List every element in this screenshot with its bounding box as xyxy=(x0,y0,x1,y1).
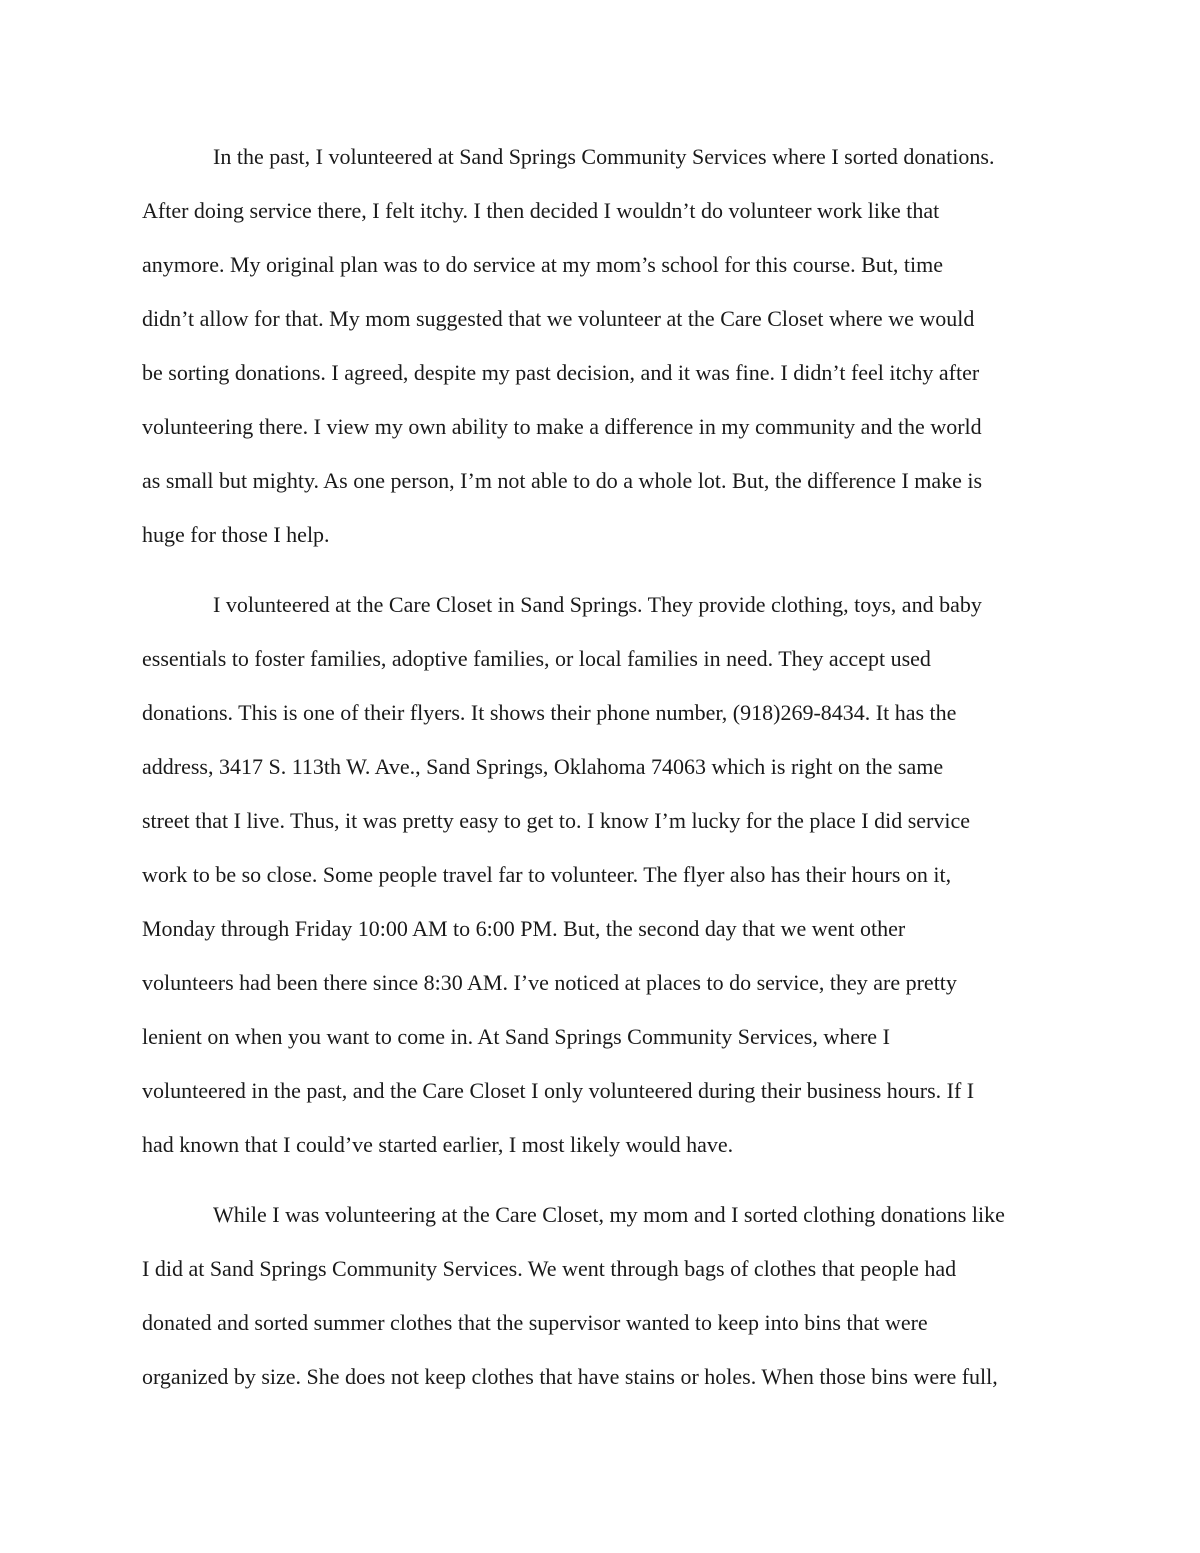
paragraph-line: address, 3417 S. 113th W. Ave., Sand Springs, Oklahoma 74063 which is right on the same xyxy=(142,754,944,779)
paragraph-line: I volunteered at the Care Closet in Sand Springs. They provide clothing, toys, and baby xyxy=(213,592,982,617)
paragraph-line: volunteers had been there since 8:30 AM. I’ve noticed at places to do service, they are pretty xyxy=(142,970,957,995)
paragraph-line: essentials to foster families, adoptive families, or local families in need. They accept used xyxy=(142,646,931,671)
paragraph-line: lenient on when you want to come in. At Sand Springs Community Services, where I xyxy=(142,1024,890,1049)
paragraph-line: be sorting donations. I agreed, despite my past decision, and it was fine. I didn’t feel itchy after xyxy=(142,360,980,385)
paragraph-line: I did at Sand Springs Community Services. We went through bags of clothes that people had xyxy=(142,1256,957,1281)
paragraph-line: While I was volunteering at the Care Closet, my mom and I sorted clothing donations like xyxy=(213,1202,1005,1227)
paragraph-line: as small but mighty. As one person, I’m not able to do a whole lot. But, the difference I make is xyxy=(142,468,983,493)
paragraph-line: volunteering there. I view my own ability to make a difference in my community and the world xyxy=(142,414,982,439)
paragraph-line: organized by size. She does not keep clothes that have stains or holes. When those bins were full, xyxy=(142,1364,998,1389)
paragraph-line: huge for those I help. xyxy=(142,522,330,547)
paragraph-line: Monday through Friday 10:00 AM to 6:00 PM. But, the second day that we went other xyxy=(142,916,906,941)
paragraph-line: donated and sorted summer clothes that the supervisor wanted to keep into bins that were xyxy=(142,1310,928,1335)
paragraph-line: had known that I could’ve started earlier, I most likely would have. xyxy=(142,1132,734,1157)
paragraph-line: didn’t allow for that. My mom suggested that we volunteer at the Care Closet where we would xyxy=(142,306,975,331)
paragraph-line: In the past, I volunteered at Sand Springs Community Services where I sorted donations. xyxy=(213,144,995,169)
paragraph-line: After doing service there, I felt itchy. I then decided I wouldn’t do volunteer work like that xyxy=(142,198,940,223)
paragraph-line: street that I live. Thus, it was pretty easy to get to. I know I’m lucky for the place I did service xyxy=(142,808,971,833)
paragraph-line: volunteered in the past, and the Care Closet I only volunteered during their business hours. If I xyxy=(142,1078,975,1103)
paragraph-line: donations. This is one of their flyers. It shows their phone number, (918)269-8434. It has the xyxy=(142,700,957,725)
paragraph-line: anymore. My original plan was to do service at my mom’s school for this course. But, time xyxy=(142,252,944,277)
paragraph-line: work to be so close. Some people travel far to volunteer. The flyer also has their hours on it, xyxy=(142,862,952,887)
